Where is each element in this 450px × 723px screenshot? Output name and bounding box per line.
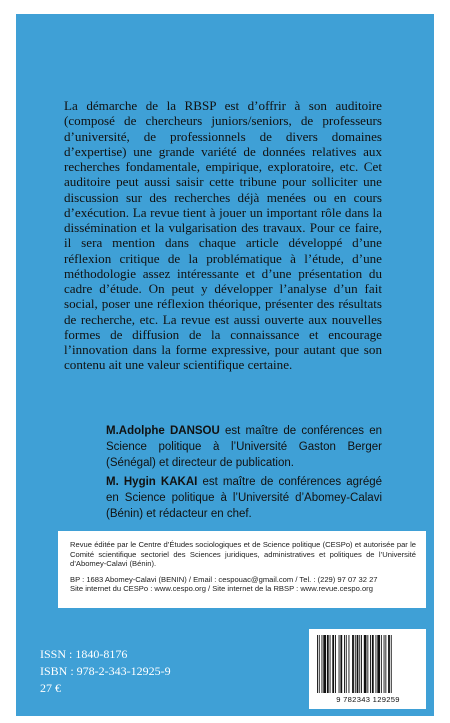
barcode-bar [364, 635, 367, 693]
journal-description: La démarche de la RBSP est d’offrir à son auditoire (composé de chercheurs juniors/seniors, de professeurs d’université, de professionnels de divers domaines d’expertise) une grande variété de données relatives aux recherches fondamentale, empirique, exploratoire, etc. Cet auditoire peut aussi saisir cette tribune pour solliciter une discussion sur des recherches déjà menées ou en cours d’exécution. La revue tient à jouer un important rôle dans la dissémination et la vulgarisation des travaux. Pour ce faire, il sera mention dans chaque article développé d’une réflexion critique de la problématique à l’étude, d’une méthodologie assez intéressante et d’une présentation du cadre d’étude. On peut y développer l’analyse d’un fait social, poser une réflexion théorique, présenter des résultats de recherche, etc. La revue est aussi ouverte aux nouvelles formes de diffusion de la connaissance et encourage l’innovation dans la forme expressive, pour autant que son contenu ait une valeur scientifique certaine. [64, 98, 382, 373]
isbn: ISBN : 978-2-343-12925-9 [40, 664, 171, 678]
publisher-websites: Site internet du CESPo : www.cespo.org / Site internet de la RBSP : www.revue.cespo.org [70, 584, 373, 594]
barcode-bar [327, 635, 329, 693]
barcode-bar [335, 635, 336, 693]
barcode-bars [315, 635, 421, 695]
barcode-bar [339, 635, 340, 693]
barcode-bar [385, 635, 386, 693]
price: 27 € [40, 681, 61, 695]
publisher-contact: BP : 1683 Abomey-Calavi (BENIN) / Email : cespouac@gmail.com / Tel. : (229) 97 07 32 27 [70, 574, 378, 584]
barcode-bar [367, 635, 368, 693]
barcode-bar [346, 635, 347, 693]
barcode-bar [357, 635, 359, 693]
author-name: M.Adolphe DANSOU [106, 425, 220, 437]
barcode-bar [388, 635, 390, 693]
barcode [309, 629, 426, 709]
barcode-bar [376, 635, 377, 693]
barcode-bar [381, 635, 382, 693]
author-bio-dansou [106, 423, 382, 471]
barcode-bar [349, 635, 350, 693]
barcode-bar [340, 635, 342, 693]
barcode-bar [352, 635, 354, 693]
author-name: M. Hygin KAKAI [106, 476, 198, 488]
barcode-bar [319, 635, 320, 693]
author-bio-text: est maître de conférences agrégé en Science politique à l’Université d’Abomey-Calavi (Bénin) et rédacteur en chef. [106, 476, 383, 520]
barcode-bar [355, 635, 356, 693]
barcode-bar [361, 635, 362, 693]
barcode-bar [322, 635, 323, 693]
barcode-bar [344, 635, 345, 693]
barcode-bar [372, 635, 374, 693]
barcode-bar [370, 635, 371, 693]
barcode-digits: 9 782343 129259 [336, 695, 400, 704]
book-identifiers [40, 646, 171, 697]
author-bio-kakai [106, 474, 382, 522]
issn: ISSN : 1840-8176 [40, 647, 128, 661]
barcode-bar [330, 635, 331, 693]
barcode-bar [384, 635, 385, 693]
barcode-bar [391, 635, 392, 693]
barcode-bar [359, 635, 360, 693]
blue-panel [16, 14, 434, 716]
barcode-bar [377, 635, 380, 693]
publisher-info-box [58, 531, 426, 608]
barcode-bar [323, 635, 326, 693]
barcode-bar [317, 635, 318, 693]
publisher-description: Revue éditée par le Centre d’Études sociologiques et de Science politique (CESPo) et autorisée par le Comité scientifique sectoriel des Sciences juridiques, administratives et politiques de l’Université d’Abomey-Calavi (Bénin). [70, 540, 416, 569]
author-bio-text: est maître de conférences en Science politique à l’Université Gaston Berger (Sénégal) et directeur de publication. [106, 425, 382, 469]
barcode-bar [332, 635, 334, 693]
